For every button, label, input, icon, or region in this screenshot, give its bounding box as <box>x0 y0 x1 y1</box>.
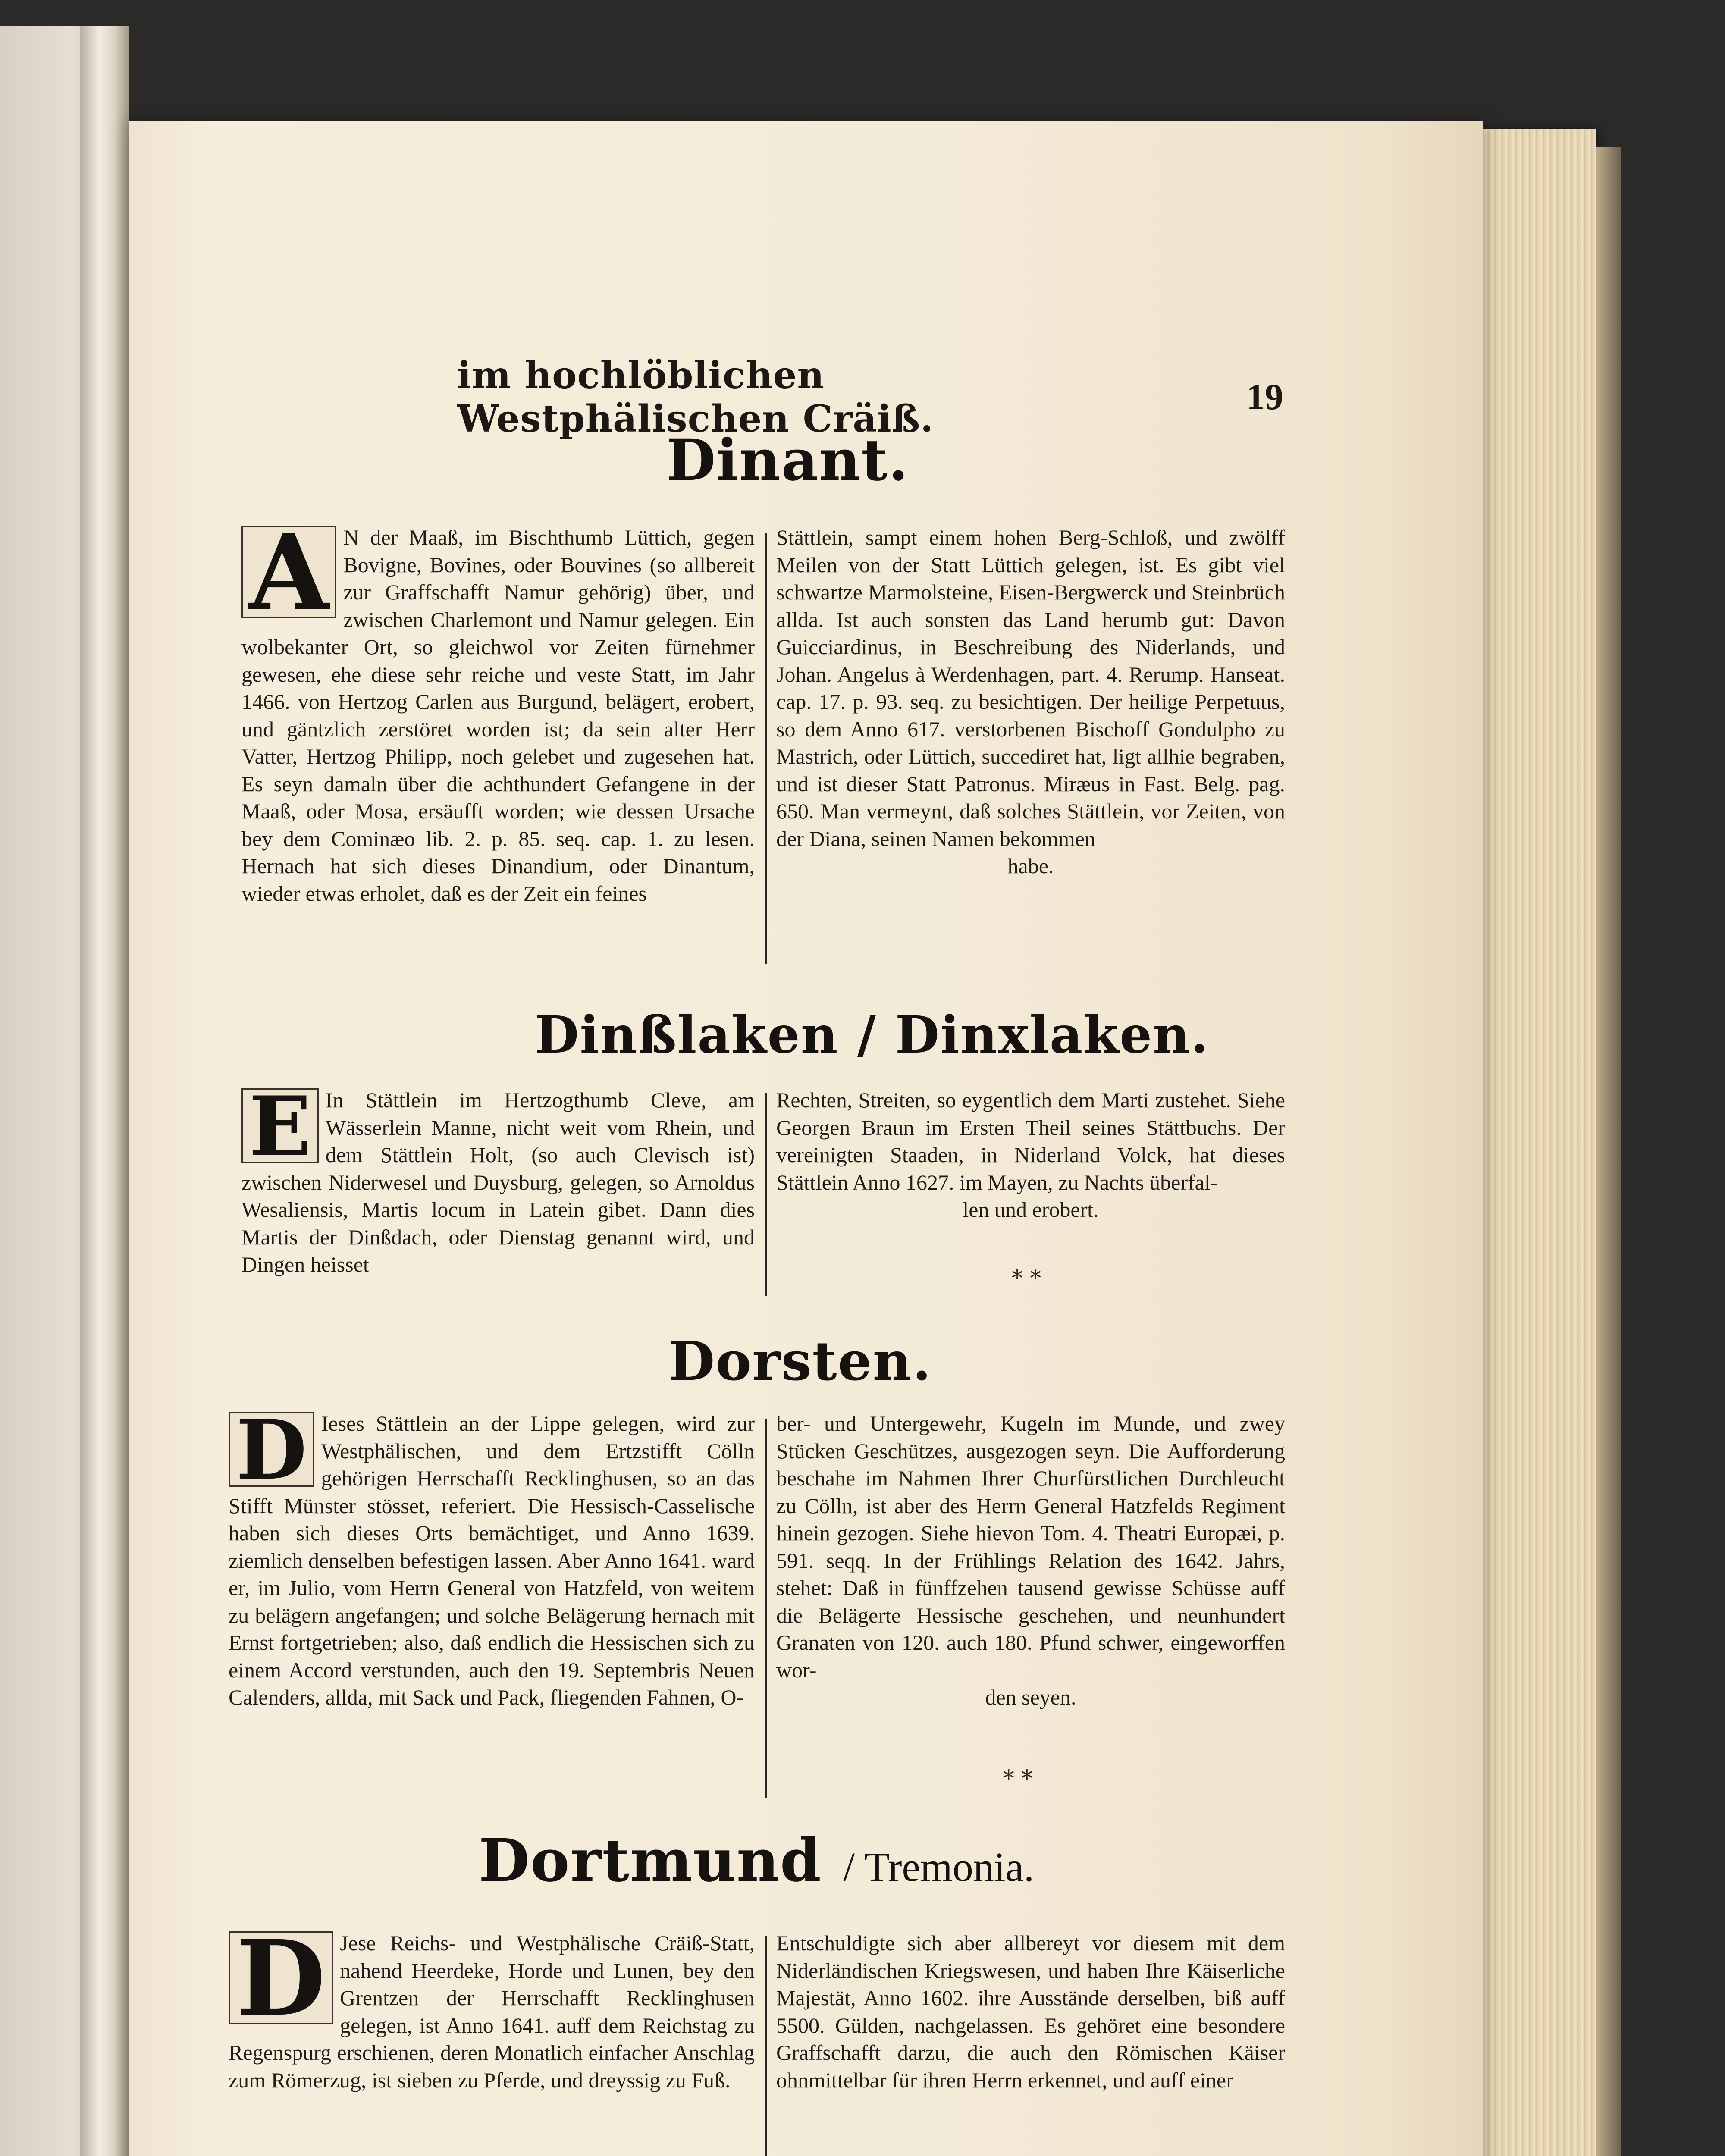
dorsten-column-rule <box>765 1419 767 1798</box>
dinsslaken-left-column <box>242 1078 755 1279</box>
dinant-right-column <box>776 524 1285 880</box>
section-title-dortmund <box>479 1826 1034 1895</box>
dorsten-right-text: ber- und Untergewehr, Kugeln im Munde, und zwey Stücken Geschützes, ausgezogen seyn. Die Aufforderung beschahe im Nahmen Ihrer Churfürstlichen Durchleucht zu Cölln, ist aber des Herrn General Hatzfelds Regiment hinein gezogen. Siehe hievon Tom. 4. Theatri Europæi, p. 591. seqq. In der Frühlings Relation des 1642. Jahrs, stehet: Daß in fünffzehen tausend gewisse Schüsse auff die Belägerte Hessische geschehen, und neunhundert Granaten von 120. auch 180. Pfund schwer, eingeworffen wor- <box>776 1411 1285 1682</box>
dinant-right-end: habe. <box>1007 854 1054 878</box>
dortmund-right-column <box>776 1930 1285 2094</box>
dorsten-right-end: den seyen. <box>985 1685 1076 1709</box>
page-block-shadow <box>1596 147 1622 2156</box>
dortmund-left-text: Jese Reichs- und Westphälische Cräiß-Statt, nahend Heerdeke, Horde und Lunen, bey den Grentzen der Herrschafft Recklinghusen gelegen, ist Anno 1641. auff dem Reichstag zu Regenspurg erschienen, deren Monatlich einfacher Anschlag zum Römerzug, ist sieben zu Pferde, und dreyssig zu Fuß. <box>229 1931 755 2092</box>
dinsslaken-right-column <box>776 1087 1285 1224</box>
page-number: 19 <box>1246 376 1283 417</box>
dinant-column-rule <box>765 533 767 964</box>
section-title-dorsten: Dorsten. <box>668 1330 932 1393</box>
section-title-dinant: Dinant. <box>666 427 910 494</box>
dorsten-right-column <box>776 1410 1285 1711</box>
drop-cap-dortmund: D <box>229 1931 333 2024</box>
dinsslaken-left-text: In Stättlein im Hertzogthumb Cleve, am Wässerlein Manne, nicht weit vom Rhein, und dem Stättlein Holt, (so auch Clevisch ist) zwischen Niderwesel und Duysburg, gelegen, so Arnoldus Wesaliensis, Martis locum in Latein gibet. Dann dies Martis der Dinßdach, oder Dienstag genannt wird, und Dingen heisset <box>242 1088 755 1276</box>
dortmund-left-column <box>229 1918 755 2094</box>
book-gutter <box>80 26 129 2156</box>
drop-cap-dorsten: D <box>229 1412 314 1487</box>
asterism-dinsslaken: * * <box>1011 1266 1041 1291</box>
dinsslaken-right-text: Rechten, Streiten, so eygentlich dem Marti zustehet. Siehe Georgen Braun im Ersten Theil seines Stättbuchs. Der vereinigten Staaden, in Niderland Volck, hat dieses Stättlein Anno 1627. im Mayen, zu Nachts überfal- <box>776 1088 1285 1194</box>
running-head: im hochlöblichen Westphälischen Cräiß. <box>457 354 934 441</box>
dorsten-left-column <box>229 1402 755 1711</box>
drop-cap-dinant: A <box>242 526 336 618</box>
dortmund-column-rule <box>765 1936 767 2156</box>
dinant-right-text: Stättlein, sampt einem hohen Berg-Schloß, und zwölff Meilen von der Statt Lüttich gelegen, ist. Es gibt viel schwartze Marmolsteine, Eisen-Bergwerck und Steinbrüch allda. Ist auch sonsten das Land herumb gut: Davon Guicciardinus, in Beschreibung des Niderlands, und Johan. Angelus à Werdenhagen, part. 4. Rerump. Hanseat. cap. 17. p. 93. seq. zu besichtigen. Der heilige Perpetuus, so dem Anno 617. verstorbenen Bischoff Gondulpho zu Mastrich, oder Lüttich, succediret hat, ligt allhie begraben, und ist dieser Statt Patronus. Miræus in Fast. Belg. pag. 650. Man vermeynt, daß solches Stättlein, vor Zeiten, von der Diana, seinen Namen bekommen <box>776 525 1285 851</box>
drop-cap-dinsslaken: E <box>242 1088 319 1163</box>
dortmund-title-main: Dortmund <box>479 1826 822 1895</box>
asterism-dorsten: * * <box>1003 1766 1033 1792</box>
dinsslaken-right-end: len und erobert. <box>963 1197 1099 1222</box>
dortmund-title-latin: / Tremonia. <box>843 1844 1034 1890</box>
dinant-left-text: N der Maaß, im Bischthumb Lüttich, gegen Bovigne, Bovines, oder Bouvines (so allbereit zur Graffschafft Namur gehörig) über, und zwischen Charlemont und Namur gelegen. Ein wolbekanter Ort, so gleichwol vor Zeiten fürnehmer gewesen, ehe diese sehr reiche und veste Statt, im Jahr 1466. von Hertzog Carlen aus Burgund, belägert, erobert, und gäntzlich zerstöret worden ist; da sein alter Herr Vatter, Hertzog Philipp, noch gelebet und zugesehen hat. Es seyn damaln über die achthundert Gefangene in der Maaß, oder Mosa, ersäufft worden; wie dessen Ursache bey dem Cominæo lib. 2. p. 85. seq. cap. 1. zu lesen. Hernach hat sich dieses Dinandium, oder Dinantum, wieder etwas erholet, daß es der Zeit ein feines <box>242 525 755 906</box>
section-title-dinsslaken: Dinßlaken / Dinxlaken. <box>535 1005 1210 1065</box>
dorsten-left-text: Ieses Stättlein an der Lippe gelegen, wird zur Westphälischen, und dem Ertzstifft Cölln gehörigen Herrschafft Recklinghusen, so an das Stifft Münster stösset, referiert. Die Hessisch-Casselische haben sich dieses Orts bemächtiget, und Anno 1639. ziemlich denselben befestigen lassen. Aber Anno 1641. ward er, im Julio, vom Herrn General von Hatzfeld, von weitem zu belägern angefangen; und solche Belägerung hernach mit Ernst fortgetrieben; also, daß endlich die Hessischen sich zu einem Accord verstunden, auch den 19. Septembris Neuen Calenders, allda, mit Sack und Pack, fliegenden Fahnen, O- <box>229 1411 755 1709</box>
dinsslaken-column-rule <box>765 1093 767 1296</box>
page-block-edge <box>1484 129 1596 2156</box>
dinant-left-column <box>242 512 755 907</box>
dortmund-right-text: Entschuldigte sich aber allbereyt vor diesem mit dem Niderländischen Kriegswesen, und haben Ihre Käiserliche Majestät, Anno 1602. ihre Ausstände derselben, biß auff 5500. Gülden, nachgelassen. Es gehöret eine besondere Graffschafft darzu, die auch den Römischen Käiser ohnmittelbar für ihren Herrn erkennet, und auff einer <box>776 1931 1285 2092</box>
